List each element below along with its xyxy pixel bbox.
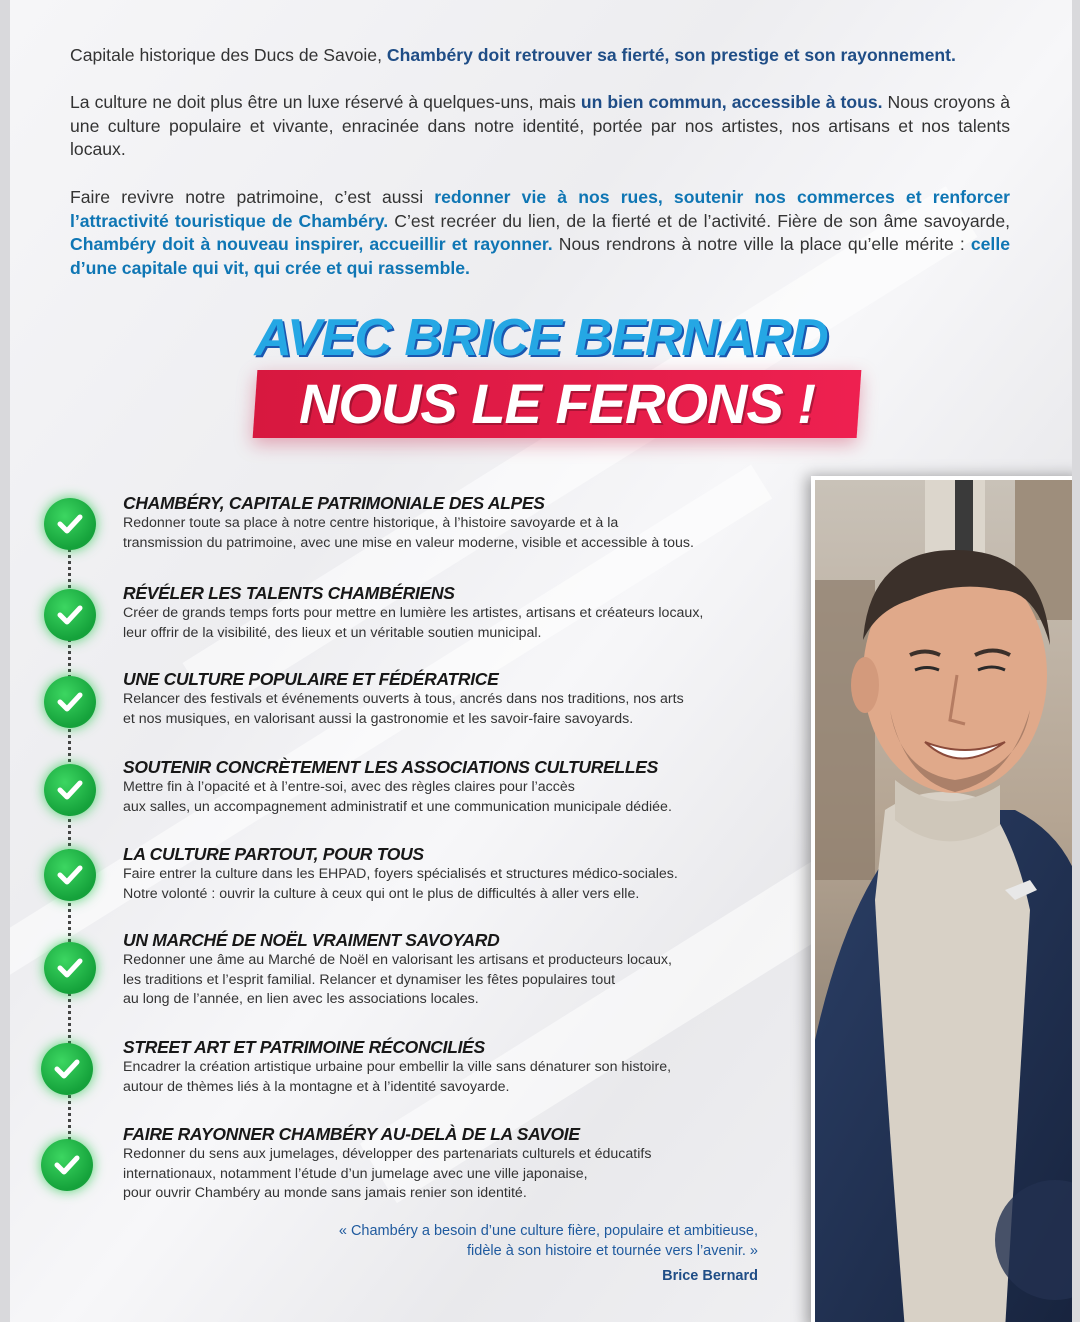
- intro-highlight: Chambéry doit retrouver sa fierté, son prestige et son rayonnement.: [386, 45, 956, 65]
- program-item-desc: Redonner toute sa place à notre centre historique, à l’histoire savoyarde et à la: [123, 515, 619, 531]
- checkmark-icon: [44, 498, 96, 550]
- checkmark-icon: [44, 849, 96, 901]
- candidate-photo: [811, 476, 1072, 1322]
- slogan-line-2: NOUS LE FERONS !: [298, 372, 816, 435]
- checkmark-icon: [44, 942, 96, 994]
- intro-highlight: Chambéry doit à nouveau inspirer, accueillir et rayonner.: [70, 234, 553, 254]
- program-item-title: STREET ART ET PATRIMOINE RÉCONCILIÉS: [123, 1037, 485, 1057]
- checkmark-icon: [44, 764, 96, 816]
- program-item-desc: Créer de grands temps forts pour mettre en lumière les artistes, artisans et créateurs locaux,: [123, 605, 704, 621]
- intro-highlight: un bien commun, accessible à tous.: [580, 92, 883, 112]
- intro-highlight: celle d’une capitale qui vit, qui crée et qui rassemble.: [70, 234, 1010, 278]
- intro-text: Faire revivre notre patrimoine, c’est aussi: [70, 187, 435, 207]
- program-item: [123, 757, 783, 817]
- program-item-desc: Encadrer la création artistique urbaine pour embellir la ville sans dénaturer son histoire,: [123, 1059, 672, 1075]
- intro-highlight: redonner vie à nos rues, soutenir nos commerces et renforcer l’attractivité touristique de Chambéry.: [70, 187, 1010, 231]
- program-item-title: SOUTENIR CONCRÈTEMENT LES ASSOCIATIONS CULTURELLES: [123, 757, 658, 777]
- program-item-desc: Redonner du sens aux jumelages, développer des partenariats culturels et éducatifs: [123, 1146, 652, 1162]
- program-item-title: UNE CULTURE POPULAIRE ET FÉDÉRATRICE: [123, 669, 499, 689]
- checkmark-icon: [44, 676, 96, 728]
- program-item-desc: internationaux, notamment l’étude d’un jumelage avec une ville japonaise,: [123, 1165, 588, 1182]
- program-item-desc: les traditions et l’esprit familial. Relancer et dynamiser les fêtes populaires tout: [123, 971, 616, 988]
- program-item-desc: leur offrir de la visibilité, des lieux et un véritable soutien municipal.: [123, 624, 542, 641]
- program-item-desc: Redonner une âme au Marché de Noël en valorisant les artisans et producteurs locaux,: [123, 952, 672, 968]
- program-item-title: UN MARCHÉ DE NOËL VRAIMENT SAVOYARD: [123, 930, 500, 950]
- checkmark-icon: [41, 1043, 93, 1095]
- intro-text: Capitale historique des Ducs de Savoie,: [70, 45, 387, 65]
- checkmark-icon: [41, 1139, 93, 1191]
- document-page: [10, 0, 1072, 1322]
- program-item-desc: transmission du patrimoine, avec une mise en valeur moderne, visible et accessible à tous.: [123, 534, 694, 551]
- program-item: [123, 493, 783, 553]
- program-item-title: CHAMBÉRY, CAPITALE PATRIMONIALE DES ALPES: [123, 493, 545, 513]
- intro-text: Nous rendrons à notre ville la place qu’elle mérite :: [552, 234, 971, 254]
- program-item-desc: Faire entrer la culture dans les EHPAD, foyers spécialisés et structures médico-sociales.: [123, 866, 678, 882]
- quote-line: fidèle à son histoire et tournée vers l’avenir. »: [467, 1242, 758, 1259]
- program-item-desc: autour de thèmes liés à la montagne et à l’identité savoyarde.: [123, 1078, 510, 1095]
- program-item-desc: Relancer des festivals et événements ouverts à tous, ancrés dans nos traditions, nos arts: [123, 691, 684, 707]
- candidate-quote: [339, 1222, 758, 1261]
- program-item: [123, 930, 783, 1010]
- program-item: [123, 1124, 783, 1204]
- program-item-desc: Mettre fin à l’opacité et à l’entre-soi, avec des règles claires pour l’accès: [123, 779, 575, 795]
- program-item-title: FAIRE RAYONNER CHAMBÉRY AU-DELÀ DE LA SAVOIE: [123, 1124, 580, 1144]
- program-item: [123, 669, 783, 729]
- intro-paragraph-3: [70, 186, 1010, 280]
- program-item-desc: Notre volonté : ouvrir la culture à ceux qui ont le plus de difficultés à aller vers elle.: [123, 885, 640, 902]
- program-item-desc: pour ouvrir Chambéry au monde sans jamais renier son identité.: [123, 1185, 527, 1201]
- intro-paragraph-1: [70, 44, 1010, 68]
- program-item-desc: au long de l’année, en lien avec les associations locales.: [123, 991, 479, 1007]
- intro-text: Nous croyons à une culture populaire et vivante, enracinée dans notre identité, portée par nos artistes, nos artisans et nos talents locaux.: [70, 92, 1010, 159]
- intro-paragraph-2: [70, 91, 1010, 162]
- program-item: [123, 583, 783, 643]
- program-item-title: LA CULTURE PARTOUT, POUR TOUS: [123, 844, 424, 864]
- quote-author: Brice Bernard: [662, 1268, 758, 1284]
- program-item: [123, 844, 783, 904]
- program-item-desc: aux salles, un accompagnement administratif et une communication municipale dédiée.: [123, 798, 672, 815]
- intro-text: C’est recréer du lien, de la fierté et de l’activité. Fière de son âme savoyarde,: [388, 210, 1010, 231]
- program-item-desc: et nos musiques, en valorisant aussi la gastronomie et les savoir-faire savoyards.: [123, 710, 634, 727]
- quote-line: « Chambéry a besoin d’une culture fière, populaire et ambitieuse,: [338, 1223, 758, 1239]
- intro-text: La culture ne doit plus être un luxe réservé à quelques-uns, mais: [70, 92, 581, 112]
- program-item-title: RÉVÉLER LES TALENTS CHAMBÉRIENS: [123, 583, 455, 603]
- slogan-line-1: AVEC BRICE BERNARD: [254, 309, 828, 367]
- program-item: [123, 1037, 783, 1097]
- checkmark-icon: [44, 589, 96, 641]
